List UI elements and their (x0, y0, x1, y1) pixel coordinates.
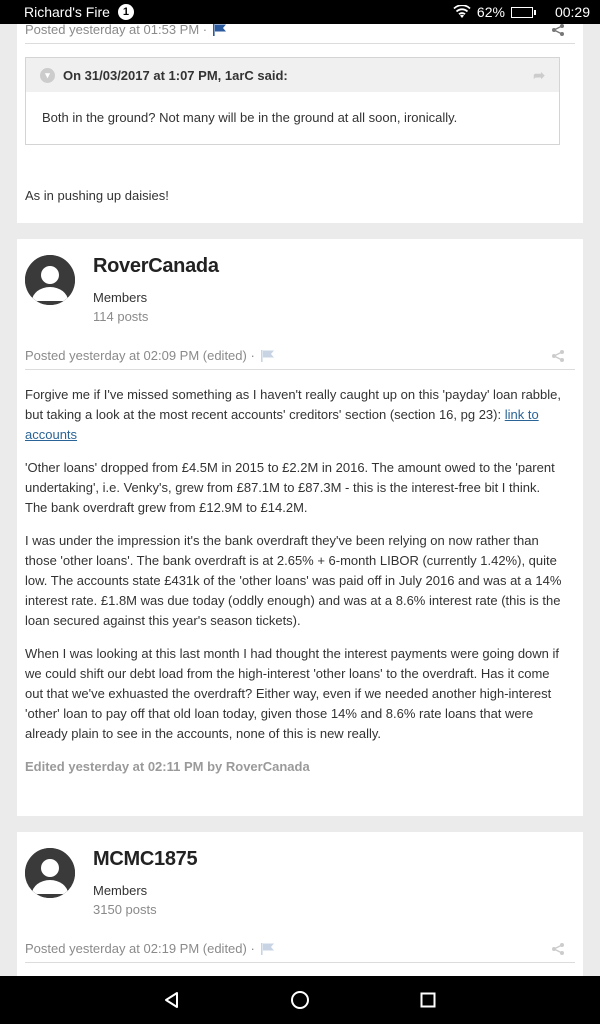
post-paragraph (25, 385, 565, 445)
post-author (25, 255, 219, 325)
back-icon (163, 991, 181, 1009)
collapse-icon[interactable]: ▾ (40, 68, 55, 83)
quote-block (25, 57, 560, 145)
flag-icon[interactable] (261, 943, 274, 955)
avatar[interactable] (25, 848, 75, 898)
forum-thread (0, 24, 600, 976)
post-timestamp: Posted yesterday at 02:09 PM (edited) · (25, 348, 255, 363)
post-timestamp: Posted yesterday at 02:19 PM (edited) · (25, 941, 255, 956)
avatar[interactable] (25, 255, 75, 305)
reply-arrow-icon[interactable]: ➦ (533, 66, 545, 83)
author-group: Members (93, 883, 148, 898)
link-to-accounts[interactable]: link to accounts (25, 407, 539, 442)
post-paragraph: 'Other loans' dropped from £4.5M in 2015 to £2.2M in 2016. The amount owed to the 'parent undertaking', i.e. Venky's, grew from £87.1M to £87.3M - this is the interest-free bit I think. The bank overdraft grew from £12.9M to £14.2M. (25, 460, 555, 515)
post-body (25, 186, 565, 219)
post-timestamp: Posted yesterday at 01:53 PM · (25, 24, 208, 37)
author-group: Members (93, 290, 148, 305)
edited-note: Edited yesterday at 02:11 PM by RoverCanada (25, 759, 310, 774)
flag-icon[interactable] (213, 24, 226, 36)
system-nav-bar (0, 976, 600, 1024)
post-author (25, 848, 197, 918)
post-paragraph: When I was looking at this last month I had thought the interest payments were going down if we could shift our debt load from the high-interest 'other loans' to the overdraft. Has it come out that we've exhuasted the overdraft? Either way, even if we needed another high-interest 'other' loan to pay off that old loan today, given those 14% and 8.6% rate loans that were already plain to see in the accounts, none of this is new really. (25, 646, 560, 741)
battery-icon (511, 7, 533, 18)
back-button[interactable] (162, 990, 182, 1010)
share-icon[interactable] (551, 24, 565, 37)
status-bar (0, 0, 600, 24)
notification-count-badge: 1 (118, 4, 134, 20)
home-button[interactable] (290, 990, 310, 1010)
wifi-icon (453, 5, 471, 19)
paragraph-text: Forgive me if I've missed something as I haven't really caught up on this 'payday' loan rabble, but taking a look at the most recent accounts' creditors' section (section 16, pg 23): (25, 387, 561, 422)
post-card (17, 832, 583, 976)
post-paragraph: As in pushing up daisies! (25, 188, 169, 203)
notification-app-name: Richard's Fire (24, 4, 110, 20)
share-icon[interactable] (551, 942, 565, 956)
battery-percent: 62% (476, 4, 505, 20)
flag-icon[interactable] (261, 350, 274, 362)
share-icon[interactable] (551, 349, 565, 363)
post-meta (25, 24, 575, 44)
post-body (25, 385, 565, 757)
home-icon (290, 990, 310, 1010)
author-post-count: 3150 posts (93, 902, 157, 917)
post-meta (25, 342, 575, 370)
post-card (17, 239, 583, 816)
quote-header (26, 58, 559, 92)
author-post-count: 114 posts (93, 309, 149, 324)
recents-button[interactable] (418, 990, 438, 1010)
author-name[interactable]: RoverCanada (93, 255, 219, 277)
quote-body: Both in the ground? Not many will be in the ground at all soon, ironically. (26, 92, 559, 144)
author-name[interactable]: MCMC1875 (93, 848, 198, 870)
default-user-icon (25, 255, 75, 305)
recents-icon (420, 992, 436, 1008)
post-paragraph: I was under the impression it's the bank overdraft they've been relying on now rather than those 'other loans'. The bank overdraft is at 2.65% + 6-month LIBOR (currently 1.42%), quite low. The accounts state £431k of the 'other loans' was paid off in July 2016 and was at a 14% interest rate. £1.8M was due today (oddly enough) and was at a 8.6% interest rate (this is the loan secured against this year's season tickets). (25, 533, 562, 628)
clock: 00:29 (554, 4, 590, 20)
post-meta (25, 935, 575, 963)
default-user-icon (25, 848, 75, 898)
quote-attribution: On 31/03/2017 at 1:07 PM, 1arC said: (63, 67, 288, 83)
post-card (17, 24, 583, 223)
